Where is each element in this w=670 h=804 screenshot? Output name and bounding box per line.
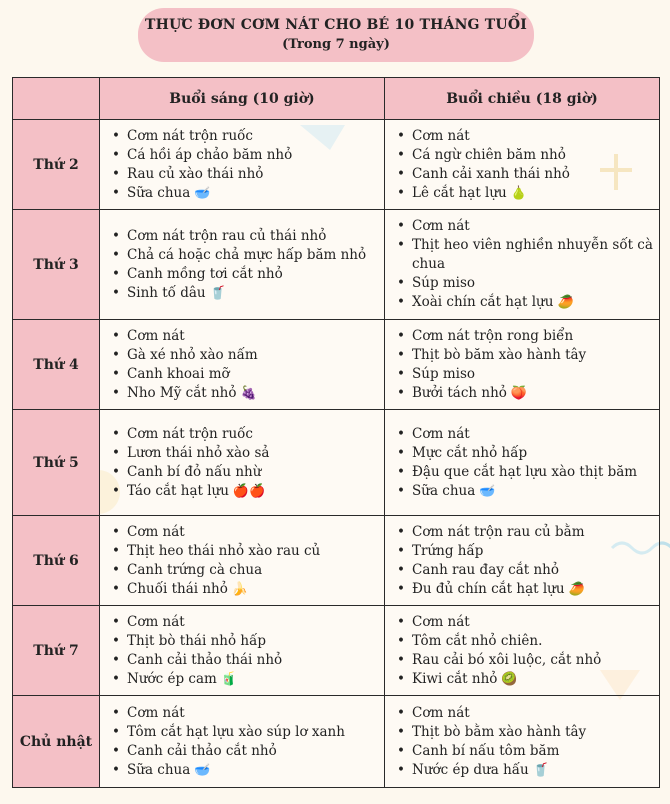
- list-item: [112, 761, 384, 780]
- meal-item-text: Sữa chua: [127, 761, 191, 778]
- table-row: [13, 210, 660, 320]
- meal-item-text: Kiwi cắt nhỏ: [412, 670, 498, 687]
- list-item: [112, 425, 384, 444]
- meal-list: [385, 127, 659, 203]
- meal-item-text: Cơm nát: [412, 613, 470, 630]
- grapefruit-icon: 🍑: [510, 385, 528, 401]
- meal-item-text: Lươn thái nhỏ xào sả: [127, 444, 270, 461]
- orange-juice-icon: 🧃: [220, 671, 238, 687]
- list-item: [397, 184, 659, 203]
- afternoon-meal-cell: [385, 120, 660, 210]
- meal-item-text: Nước ép cam: [127, 670, 217, 687]
- meal-item-text: Canh bí đỏ nấu nhừ: [127, 463, 262, 480]
- header-afternoon: Buổi chiều (18 giờ): [385, 78, 660, 120]
- list-item: [397, 463, 659, 482]
- meal-list: [100, 127, 384, 203]
- list-item: [397, 670, 659, 689]
- list-item: [397, 651, 659, 670]
- meal-list: [100, 523, 384, 599]
- day-label: Thứ 4: [13, 320, 100, 410]
- watermelon-juice-icon: 🥤: [532, 762, 549, 778]
- meal-item-text: Trứng hấp: [412, 542, 484, 559]
- list-item: [112, 246, 384, 265]
- day-label: Thứ 7: [13, 606, 100, 696]
- list-item: [397, 127, 659, 146]
- list-item: [397, 146, 659, 165]
- list-item: [112, 365, 384, 384]
- meal-item-text: Tôm cắt nhỏ chiên.: [412, 632, 543, 649]
- meal-item-text: Nho Mỹ cắt nhỏ: [127, 384, 237, 401]
- list-item: [397, 444, 659, 463]
- list-item: [397, 742, 659, 761]
- list-item: [112, 327, 384, 346]
- table-row: [13, 516, 660, 606]
- meal-item-text: Canh cải thảo thái nhỏ: [127, 651, 283, 668]
- pear-icon: 🍐: [510, 185, 527, 201]
- papaya-icon: 🥭: [568, 581, 585, 597]
- list-item: [397, 482, 659, 501]
- day-label: Thứ 2: [13, 120, 100, 210]
- meal-item-text: Sữa chua: [412, 482, 476, 499]
- meal-item-text: Cơm nát trộn rong biển: [412, 327, 574, 344]
- meal-item-text: Canh cải xanh thái nhỏ: [412, 165, 570, 182]
- meal-item-text: Rau cải bó xôi luộc, cắt nhỏ: [412, 651, 602, 668]
- meal-item-text: Tôm cắt hạt lựu xào súp lơ xanh: [127, 723, 345, 740]
- meal-item-text: Canh khoai mỡ: [127, 365, 230, 382]
- table-row: [13, 320, 660, 410]
- meal-item-text: Lê cắt hạt lựu: [412, 184, 507, 201]
- menu-body: [13, 120, 660, 788]
- list-item: [397, 523, 659, 542]
- table-row: [13, 696, 660, 788]
- meal-item-text: Cơm nát: [412, 127, 470, 144]
- list-item: [112, 265, 384, 284]
- meal-list: [385, 327, 659, 403]
- banana-icon: 🍌: [231, 581, 249, 597]
- meal-list: [385, 425, 659, 501]
- list-item: [397, 274, 659, 293]
- morning-meal-cell: [100, 120, 385, 210]
- meal-list: [100, 327, 384, 403]
- list-item: [397, 327, 659, 346]
- header-row: [13, 78, 660, 120]
- morning-meal-cell: [100, 696, 385, 788]
- list-item: [112, 284, 384, 303]
- list-item: [112, 723, 384, 742]
- meal-item-text: Cơm nát trộn rau củ thái nhỏ: [127, 227, 327, 244]
- meal-item-text: Chả cá hoặc chả mực hấp băm nhỏ: [127, 246, 367, 263]
- kiwi-icon: 🥝: [501, 671, 518, 687]
- meal-item-text: Súp miso: [412, 365, 476, 382]
- afternoon-meal-cell: [385, 516, 660, 606]
- header-morning: Buổi sáng (10 giờ): [100, 78, 385, 120]
- yogurt-bowl-icon: 🥣: [194, 762, 211, 778]
- meal-item-text: Chuối thái nhỏ: [127, 580, 228, 597]
- list-item: [397, 632, 659, 651]
- list-item: [112, 346, 384, 365]
- meal-item-text: Cơm nát trộn ruốc: [127, 425, 253, 442]
- afternoon-meal-cell: [385, 696, 660, 788]
- list-item: [112, 580, 384, 599]
- list-item: [397, 580, 659, 599]
- meal-item-text: Cá ngừ chiên băm nhỏ: [412, 146, 566, 163]
- meal-item-text: Súp miso: [412, 275, 476, 291]
- morning-meal-cell: [100, 410, 385, 516]
- meal-item-text: Cơm nát: [127, 523, 185, 540]
- list-item: [112, 444, 384, 463]
- meal-item-text: Nước ép dưa hấu: [412, 761, 529, 778]
- meal-item-text: Cơm nát: [412, 218, 470, 234]
- list-item: [112, 613, 384, 632]
- meal-item-text: Sữa chua: [127, 184, 191, 201]
- list-item: [112, 542, 384, 561]
- list-item: [112, 463, 384, 482]
- list-item: [112, 184, 384, 203]
- list-item: [112, 384, 384, 403]
- meal-list: [100, 704, 384, 780]
- meal-item-text: Táo cắt hạt lựu: [127, 482, 229, 499]
- meal-item-text: Sinh tố dâu: [127, 284, 206, 301]
- meal-item-text: Thịt bò băm xào hành tây: [412, 346, 587, 363]
- list-item: [397, 346, 659, 365]
- meal-item-text: Mực cắt nhỏ hấp: [412, 444, 528, 461]
- list-item: [397, 365, 659, 384]
- table-row: [13, 410, 660, 516]
- meal-item-text: Đu đủ chín cắt hạt lựu: [412, 580, 565, 597]
- list-item: [397, 384, 659, 403]
- day-label: Chủ nhật: [13, 696, 100, 788]
- meal-item-text: Canh bí nấu tôm băm: [412, 742, 560, 759]
- meal-item-text: Thịt bò thái nhỏ hấp: [127, 632, 266, 649]
- afternoon-meal-cell: [385, 410, 660, 516]
- table-row: [13, 606, 660, 696]
- page-title: THỰC ĐƠN CƠM NÁT CHO BÉ 10 THÁNG TUỔI: [145, 17, 527, 33]
- list-item: [397, 425, 659, 444]
- meal-item-text: Rau củ xào thái nhỏ: [127, 165, 264, 182]
- list-item: [397, 165, 659, 184]
- meal-item-text: Thịt bò bằm xào hành tây: [412, 723, 587, 740]
- list-item: [397, 761, 659, 780]
- meal-item-text: Cơm nát: [127, 327, 185, 344]
- meal-item-text: Xoài chín cắt hạt lựu: [412, 294, 554, 310]
- list-item: [397, 236, 659, 274]
- morning-meal-cell: [100, 516, 385, 606]
- list-item: [397, 561, 659, 580]
- list-item: [397, 704, 659, 723]
- list-item: [112, 165, 384, 184]
- list-item: [397, 723, 659, 742]
- list-item: [112, 561, 384, 580]
- mango-icon: 🥭: [557, 295, 574, 310]
- meal-item-text: Cơm nát: [127, 613, 185, 630]
- list-item: [112, 704, 384, 723]
- afternoon-meal-cell: [385, 606, 660, 696]
- morning-meal-cell: [100, 210, 385, 320]
- page-subtitle: (Trong 7 ngày): [282, 37, 390, 52]
- smoothie-icon: 🥤: [209, 285, 226, 301]
- list-item: [397, 542, 659, 561]
- grapes-icon: 🍇: [240, 385, 257, 401]
- meal-item-text: Cơm nát trộn ruốc: [127, 127, 253, 144]
- apples-icon: 🍎🍎: [232, 483, 266, 499]
- list-item: [112, 482, 384, 501]
- meal-item-text: Cá hồi áp chảo băm nhỏ: [127, 146, 293, 163]
- meal-list: [385, 613, 659, 689]
- meal-item-text: Canh cải thảo cắt nhỏ: [127, 742, 277, 759]
- meal-list: [100, 425, 384, 501]
- meal-list: [385, 217, 659, 312]
- meal-item-text: Cơm nát: [412, 704, 470, 721]
- meal-item-text: Gà xé nhỏ xào nấm: [127, 346, 258, 363]
- meal-item-text: Cơm nát: [127, 704, 185, 721]
- yogurt-bowl-icon: 🥣: [479, 483, 496, 499]
- menu-table: [12, 77, 660, 788]
- meal-list: [385, 523, 659, 599]
- meal-item-text: Bưởi tách nhỏ: [412, 384, 507, 401]
- day-label: Thứ 3: [13, 210, 100, 320]
- morning-meal-cell: [100, 320, 385, 410]
- list-item: [112, 632, 384, 651]
- list-item: [112, 227, 384, 246]
- list-item: [397, 293, 659, 312]
- meal-item-text: Thịt heo viên nghiền nhuyễn sốt cà chua: [412, 237, 653, 272]
- morning-meal-cell: [100, 606, 385, 696]
- afternoon-meal-cell: [385, 210, 660, 320]
- meal-item-text: Canh mồng tơi cắt nhỏ: [127, 265, 283, 282]
- list-item: [112, 127, 384, 146]
- afternoon-meal-cell: [385, 320, 660, 410]
- list-item: [112, 670, 384, 689]
- day-label: Thứ 5: [13, 410, 100, 516]
- meal-item-text: Thịt heo thái nhỏ xào rau củ: [127, 542, 321, 559]
- title-banner: [138, 8, 534, 62]
- header-day: [13, 78, 100, 120]
- meal-item-text: Đậu que cắt hạt lựu xào thịt băm: [412, 463, 638, 480]
- meal-list: [385, 704, 659, 780]
- list-item: [112, 146, 384, 165]
- meal-item-text: Cơm nát: [412, 425, 470, 442]
- list-item: [397, 217, 659, 236]
- meal-list: [100, 613, 384, 689]
- list-item: [112, 651, 384, 670]
- day-label: Thứ 6: [13, 516, 100, 606]
- meal-item-text: Cơm nát trộn rau củ bằm: [412, 523, 585, 540]
- yogurt-bowl-icon: 🥣: [194, 185, 211, 201]
- meal-item-text: Canh trứng cà chua: [127, 561, 263, 578]
- meal-list: [100, 227, 384, 303]
- list-item: [112, 523, 384, 542]
- list-item: [112, 742, 384, 761]
- meal-item-text: Canh rau đay cắt nhỏ: [412, 561, 559, 578]
- table-row: [13, 120, 660, 210]
- list-item: [397, 613, 659, 632]
